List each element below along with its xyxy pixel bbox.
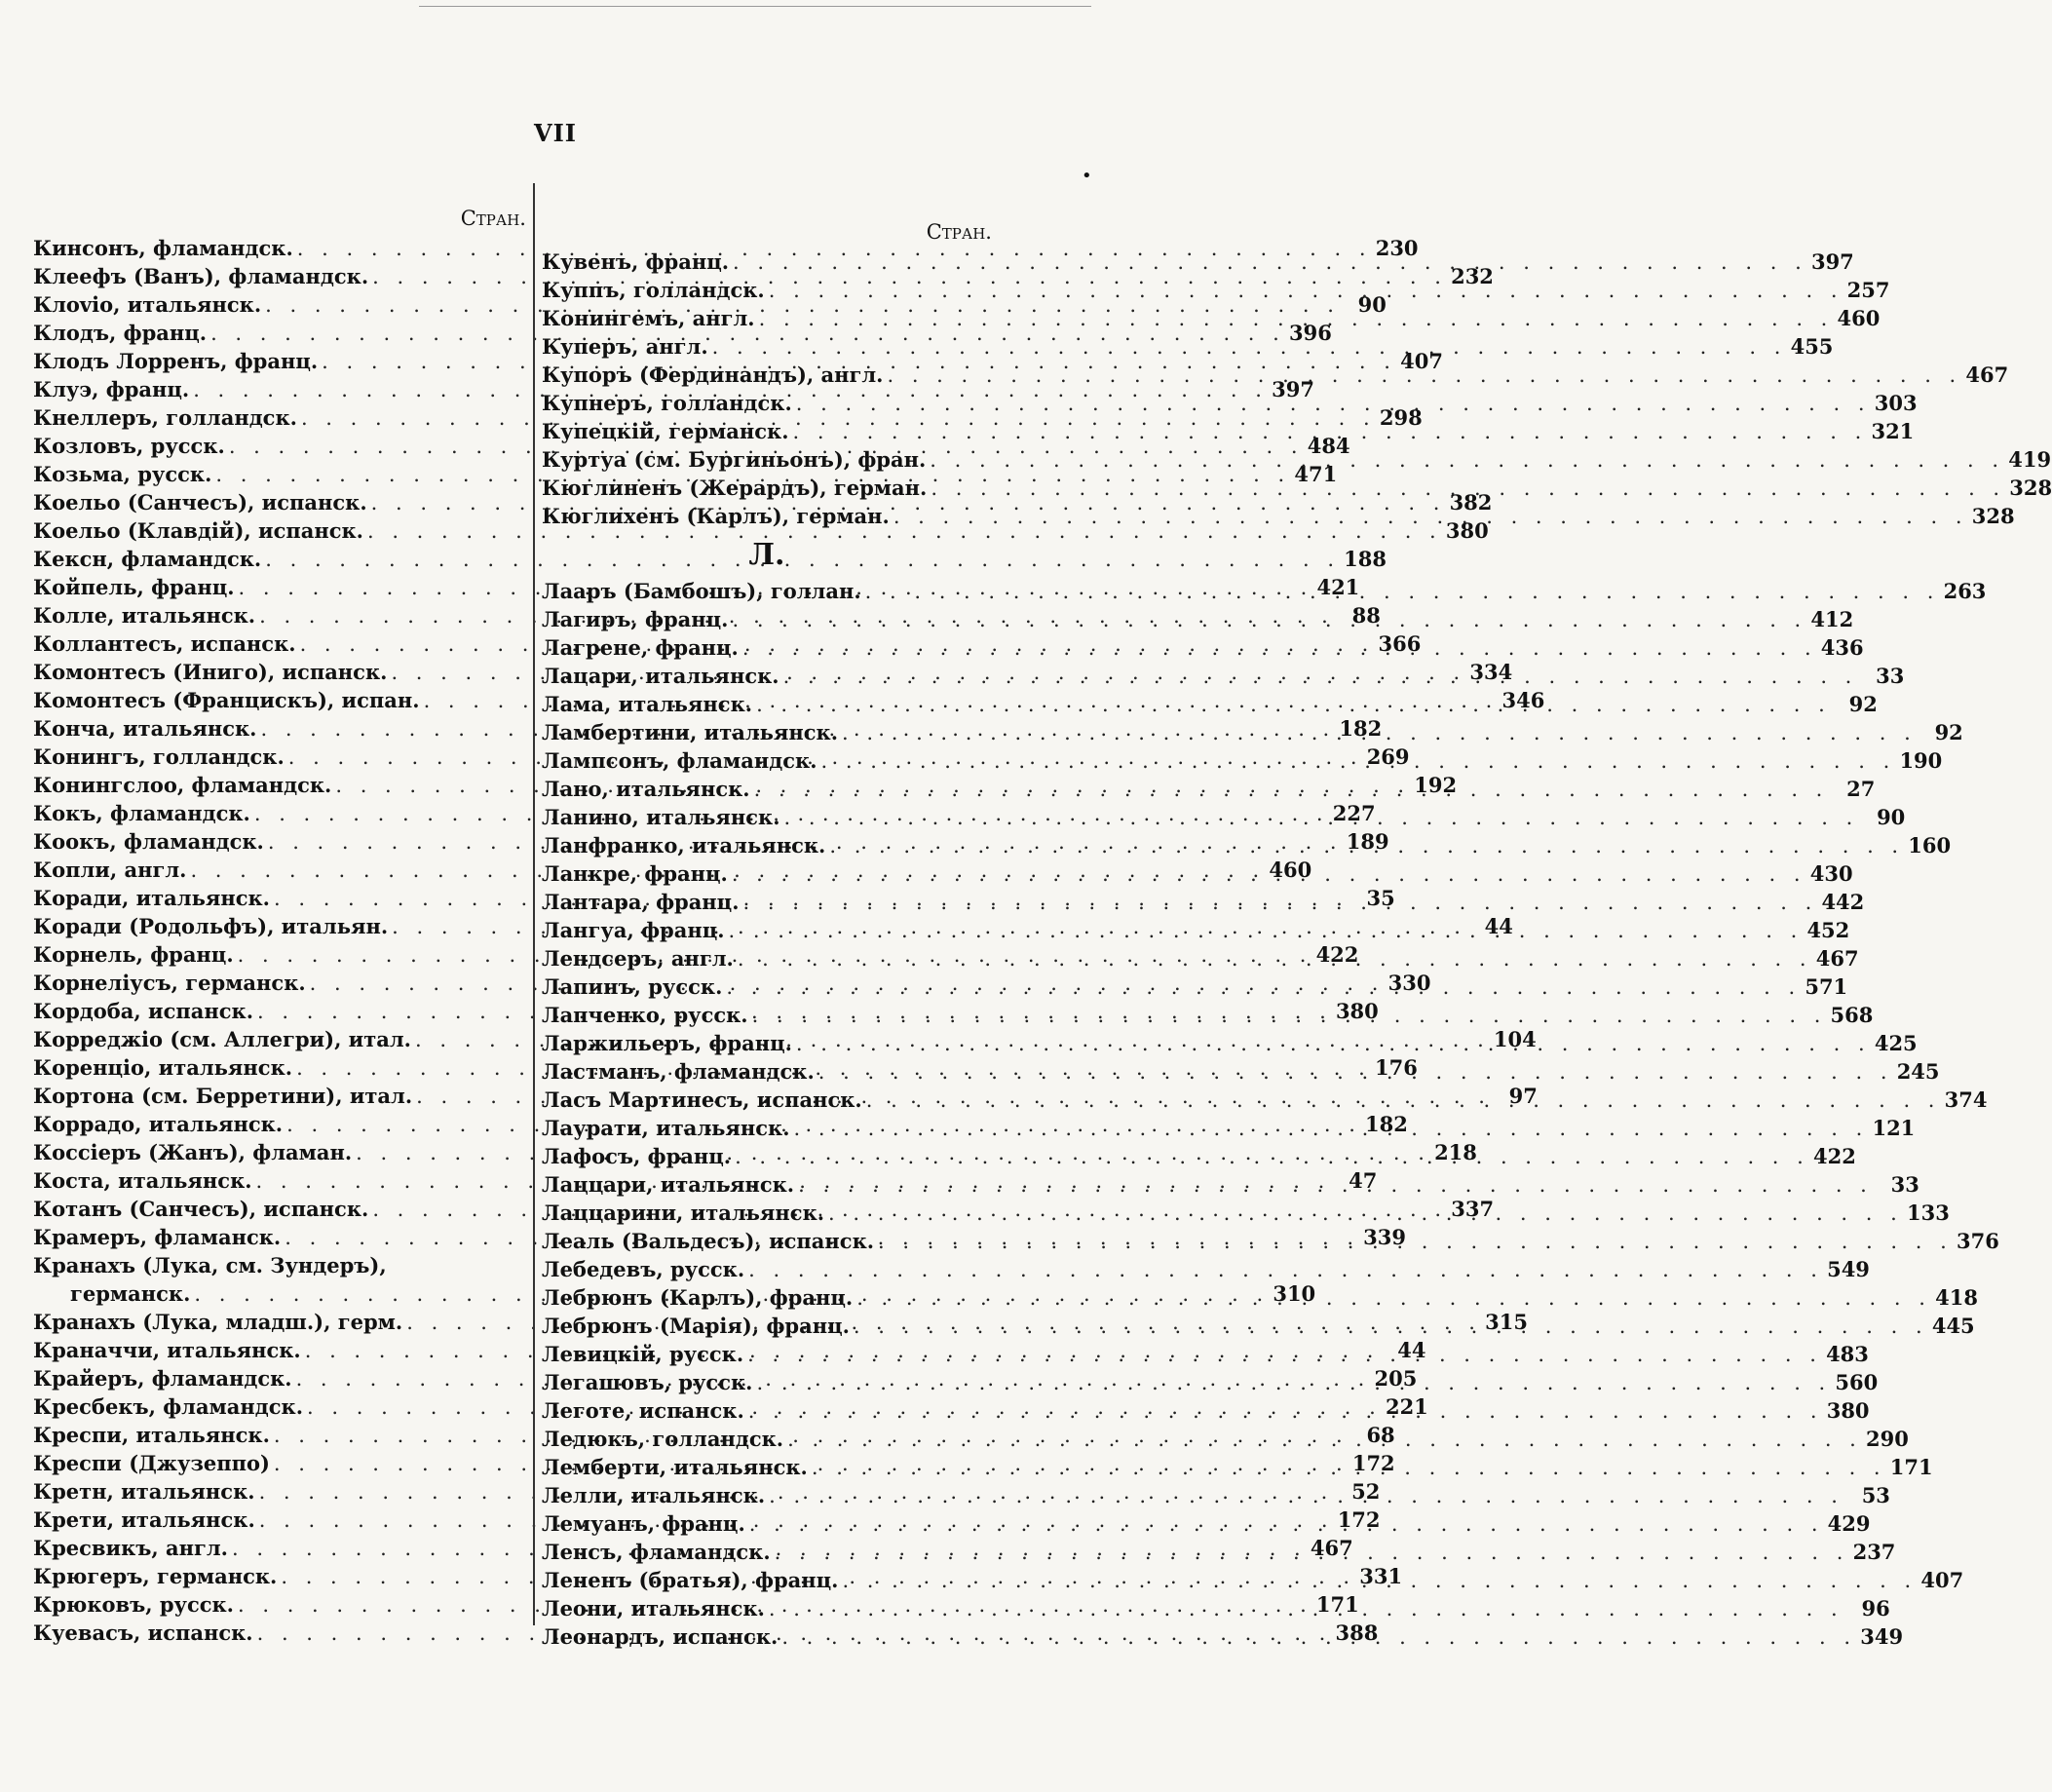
entry-name: Коельо (Клавдій), испанск.: [33, 518, 363, 543]
entry-name: Кокъ, фламандск.: [33, 801, 250, 825]
entry-page: 68: [1366, 1423, 1395, 1447]
entry-name: Лампсонъ, фламандск.: [542, 748, 817, 773]
entry-page: 33: [1890, 1172, 1919, 1197]
entry-name: Леони, итальянск.: [542, 1596, 765, 1620]
dot-leader: [775, 1539, 1849, 1567]
entry-page: 44: [1484, 914, 1513, 938]
entry-page: 245: [1896, 1059, 1940, 1084]
entry-page: 455: [1790, 334, 1834, 359]
entry-page: 121: [1872, 1116, 1916, 1140]
entry-page: 230: [1375, 236, 1419, 260]
entry-page: 90: [1877, 805, 1906, 829]
entry-page: 467: [1965, 362, 2009, 387]
entry-name: Коельо (Санчесъ), испанск.: [33, 490, 367, 515]
entry-page: 549: [1827, 1257, 1870, 1281]
dot-leader: [893, 503, 1968, 531]
entry-name: Лемуанъ, франц.: [542, 1511, 745, 1536]
entry-name: Клеефъ (Ванъ), фламандск.: [33, 264, 369, 288]
dot-leader: [854, 1313, 1928, 1341]
entry-name: Ланкре, франц.: [542, 861, 728, 886]
entry-name: Ледюкъ, голландск.: [542, 1427, 784, 1451]
entry-page: 92: [1934, 720, 1963, 744]
entry-name: Лагрене, франц.: [542, 635, 739, 660]
entry-page: 484: [1307, 434, 1350, 458]
dot-leader: [726, 973, 1801, 1002]
dot-leader: [842, 1567, 1917, 1595]
entry-name: Лаццарини, итальянск.: [542, 1201, 825, 1225]
entry-page: 303: [1874, 391, 1918, 415]
dot-leader: [756, 691, 1831, 719]
entry-page: 47: [1349, 1168, 1378, 1193]
dot-leader: [756, 1369, 1831, 1397]
entry-page: 171: [1315, 1592, 1359, 1617]
entry-page: 227: [1332, 801, 1376, 825]
entry-name: Корнель, франц.: [33, 942, 234, 967]
entry-name: Коради (Родольфъ), итальян.: [33, 914, 389, 938]
entry-page: 192: [1414, 773, 1458, 797]
entry-name: Лапинъ, русск.: [542, 974, 723, 999]
entry-page: 104: [1493, 1027, 1537, 1051]
entry-name: Лендсеръ, англ.: [542, 946, 734, 971]
entry-page: 339: [1363, 1225, 1407, 1249]
entry-page: 205: [1374, 1366, 1418, 1391]
entry-page: 172: [1337, 1507, 1381, 1532]
dot-leader: [749, 1510, 1824, 1539]
entry-name: Крамеръ, фламанск.: [33, 1225, 282, 1249]
entry-name: Лапченко, русск.: [542, 1003, 748, 1027]
entry-page: 436: [1820, 635, 1864, 660]
entry-page: 133: [1906, 1201, 1950, 1225]
dot-leader: [743, 889, 1818, 917]
entry-name: Лебедевъ, русск.: [542, 1257, 745, 1281]
entry-page: 190: [1899, 748, 1943, 773]
dot-leader: [732, 860, 1806, 889]
dot-leader: [783, 663, 1858, 691]
entry-name: Крайеръ, фламандск.: [33, 1366, 292, 1391]
entry-name: Куппъ, голландск.: [542, 278, 765, 302]
entry-page: 33: [1876, 664, 1905, 688]
entry-name: Куртуа (см. Бургиньонъ), фран.: [542, 447, 927, 472]
dot-leader: [769, 1482, 1843, 1510]
entry-name: Ленсъ, фламандск.: [542, 1540, 771, 1564]
entry-page: 328: [1971, 504, 2015, 528]
entry-page: 380: [1445, 518, 1489, 543]
entry-name: Ламбертини, итальянск.: [542, 720, 839, 744]
entry-name: Ларжильеръ, франц.: [542, 1031, 792, 1055]
entry-name: Корнеліусъ, германск.: [33, 971, 306, 995]
entry-page: 52: [1351, 1479, 1381, 1504]
entry-page: 445: [1931, 1314, 1975, 1338]
dot-leader: [769, 1595, 1843, 1623]
entry-page: 467: [1310, 1536, 1353, 1560]
column-divider: [533, 183, 535, 1625]
entry-name: Коокъ, фламандск.: [33, 829, 264, 854]
entry-name: Кюглихенъ (Карлъ), герман.: [542, 504, 890, 528]
entry-name: Купецкій, германск.: [542, 419, 789, 443]
dot-leader: [754, 776, 1829, 804]
entry-name: Коссіеръ (Жанъ), фламан.: [33, 1140, 353, 1164]
entry-page: 90: [1357, 292, 1387, 317]
entry-name: Лааръ (Бамбошъ), голлан.: [542, 579, 861, 603]
entry-name: Лафосъ, франц.: [542, 1144, 732, 1168]
dot-leader: [866, 1087, 1941, 1115]
entry-page: 560: [1835, 1370, 1879, 1394]
entry-page: 337: [1451, 1197, 1495, 1221]
entry-name: Купоръ (Фердинандъ), англ.: [542, 362, 884, 387]
dot-leader: [735, 1143, 1809, 1171]
dot-leader: [781, 1623, 1856, 1652]
dot-leader: [794, 1115, 1869, 1143]
entry-name: Креспи (Джузеппо): [33, 1451, 270, 1475]
entry-page: 188: [1344, 547, 1387, 571]
entry-name: Ланино, итальянск.: [542, 805, 780, 829]
entry-name: германск.: [70, 1281, 191, 1306]
entry-name: Конингслоо, фламандск.: [33, 773, 332, 797]
dot-leader: [829, 832, 1904, 860]
entry-page: 182: [1339, 716, 1383, 741]
entry-page: 429: [1827, 1511, 1871, 1536]
entry-name: Коррадо, итальянск.: [33, 1112, 284, 1136]
entry-page: 172: [1351, 1451, 1395, 1475]
entry-name: Крюковъ, русск.: [33, 1592, 234, 1617]
entry-page: 331: [1359, 1564, 1403, 1588]
dot-leader: [842, 719, 1917, 747]
index-entry: [33, 545, 1387, 573]
entry-page: 321: [1871, 419, 1915, 443]
dot-leader: [747, 1341, 1822, 1369]
dot-leader: [828, 1200, 1903, 1228]
entry-name: Лаурати, итальянск.: [542, 1116, 790, 1140]
dot-leader: [748, 1397, 1823, 1426]
entry-name: Корреджіо (см. Аллегри), итал.: [33, 1027, 411, 1051]
entry-name: Коради, итальянск.: [33, 886, 270, 910]
entry-name: Конча, итальянск.: [33, 716, 257, 741]
entry-name: Лацари, итальянск.: [542, 664, 779, 688]
entry-name: Креспи, итальянск.: [33, 1423, 270, 1447]
dot-leader: [729, 917, 1804, 945]
entry-name: Левицкій, русск.: [542, 1342, 744, 1366]
entry-name: Легашовъ, русск.: [542, 1370, 753, 1394]
entry-name: Кретн, итальянск.: [33, 1479, 255, 1504]
entry-name: Козьма, русск.: [33, 462, 212, 486]
entry-page: 397: [1810, 249, 1854, 274]
entry-name: Кувенъ, франц.: [542, 249, 730, 274]
entry-page: 419: [2008, 447, 2052, 472]
dot-leader: [732, 606, 1806, 634]
entry-name: Кордоба, испанск.: [33, 999, 254, 1023]
entry-name: Лененъ (братья), франц.: [542, 1568, 839, 1592]
entry-name: Лебрюнъ (Марія), франц.: [542, 1314, 850, 1338]
column-header-right: Стран.: [926, 220, 992, 244]
entry-name: Клуэ, франц.: [33, 377, 190, 401]
entry-name: Лагиръ, франц.: [542, 607, 729, 631]
entry-name: Ланфранко, итальянск.: [542, 833, 826, 858]
entry-page: 334: [1469, 660, 1513, 684]
entry-page: 315: [1485, 1310, 1528, 1334]
entry-name: Комонтесъ (Францискъ), испан.: [33, 688, 420, 712]
dot-leader: [769, 277, 1843, 305]
dot-leader: [712, 333, 1787, 362]
entry-page: 460: [1837, 306, 1881, 330]
entry-page: 237: [1852, 1540, 1896, 1564]
entry-name: Колле, итальянск.: [33, 603, 256, 628]
dot-leader: [930, 446, 2004, 475]
entry-name: Комонтесъ (Иниго), испанск.: [33, 660, 388, 684]
index-entry: [33, 1251, 526, 1279]
entry-name: Лебрюнъ (Карлъ), франц.: [542, 1285, 854, 1310]
dot-leader: [759, 305, 1834, 333]
entry-name: Ластманъ, фламандск.: [542, 1059, 815, 1084]
entry-page: 330: [1387, 971, 1431, 995]
entry-page: 407: [1920, 1568, 1964, 1592]
dot-leader: [796, 1030, 1871, 1058]
entry-name: Кинсонъ, фламандск.: [33, 236, 293, 260]
entry-page: 171: [1889, 1455, 1933, 1479]
entry-name: Клovio, итальянск.: [33, 292, 262, 317]
entry-name: Конингемъ, англ.: [542, 306, 755, 330]
entry-page: 471: [1294, 462, 1338, 486]
entry-name: Крюгеръ, германск.: [33, 1564, 278, 1588]
entry-page: 396: [1289, 321, 1332, 345]
entry-name: Коренціо, итальянск.: [33, 1055, 293, 1080]
index-entry: [542, 1255, 1870, 1283]
dot-leader: [821, 747, 1896, 776]
entry-page: 380: [1826, 1398, 1870, 1423]
margin-mark: •: [1082, 166, 1092, 186]
dot-leader: [818, 1058, 1893, 1087]
entry-name: Куевасъ, испанск.: [33, 1620, 253, 1645]
entry-page: 218: [1434, 1140, 1477, 1164]
entry-name: Котанъ (Санчесъ), испанск.: [33, 1197, 369, 1221]
entry-name: Крети, итальянск.: [33, 1507, 255, 1532]
entry-page: 44: [1397, 1338, 1426, 1362]
entry-page: 407: [1400, 349, 1443, 373]
entry-name: Лаццари, итальянск.: [542, 1172, 795, 1197]
entry-name: Кнеллеръ, голландск.: [33, 405, 297, 430]
entry-page: 382: [1449, 490, 1493, 515]
entry-page: 388: [1335, 1620, 1379, 1645]
entry-name: Койпель, франц.: [33, 575, 235, 599]
dot-leader: [887, 362, 1961, 390]
entry-page: 290: [1866, 1427, 1909, 1451]
entry-page: 380: [1335, 999, 1379, 1023]
entry-name: Леаль (Вальдесъ), испанск.: [542, 1229, 875, 1253]
entry-page: 53: [1861, 1483, 1890, 1507]
entry-name: Кранахъ (Лука, см. Зундеръ),: [33, 1253, 387, 1277]
dot-leader: [733, 248, 1807, 277]
entry-page: 430: [1809, 861, 1853, 886]
entry-name: Козловъ, русск.: [33, 434, 225, 458]
entry-name: Лантара, франц.: [542, 890, 740, 914]
page-number: VII: [533, 119, 578, 147]
entry-page: 27: [1846, 777, 1876, 801]
entry-name: Леготе, испанск.: [542, 1398, 744, 1423]
entry-name: Кюглиненъ (Жерардъ), герман.: [542, 476, 928, 500]
entry-page: 483: [1826, 1342, 1869, 1366]
entry-name: Купнеръ, голландск.: [542, 391, 792, 415]
entry-name: Кексн, фламандск.: [33, 547, 262, 571]
entry-name: Лано, итальянск.: [542, 777, 750, 801]
entry-name: Кортона (см. Берретини), итал.: [33, 1084, 413, 1108]
entry-name: Лама, итальянск.: [542, 692, 753, 716]
entry-name: Куперъ, англ.: [542, 334, 708, 359]
dot-leader: [856, 1284, 1931, 1313]
entry-name: Краначчи, итальянск.: [33, 1338, 301, 1362]
entry-name: Лелли, итальянск.: [542, 1483, 766, 1507]
entry-page: 425: [1874, 1031, 1918, 1055]
entry-name: Коста, итальянск.: [33, 1168, 252, 1193]
entry-page: 189: [1346, 829, 1389, 854]
column-header-left: Стран.: [460, 207, 526, 230]
entry-page: 349: [1860, 1624, 1904, 1649]
entry-page: 182: [1365, 1112, 1408, 1136]
entry-name: Лангуа, франц.: [542, 918, 725, 942]
entry-page: 269: [1366, 744, 1410, 769]
entry-page: 176: [1374, 1055, 1418, 1080]
entry-page: 35: [1366, 886, 1395, 910]
section-letter-heading: Л.: [748, 538, 785, 572]
entry-page: 346: [1501, 688, 1545, 712]
entry-name: Копли, англ.: [33, 858, 187, 882]
entry-page: 418: [1935, 1285, 1978, 1310]
dot-leader: [931, 475, 2005, 503]
entry-page: 257: [1846, 278, 1890, 302]
entry-page: 467: [1815, 946, 1859, 971]
entry-name: Клодъ Лорренъ, франц.: [33, 349, 319, 373]
entry-name: Коллантесъ, испанск.: [33, 631, 296, 656]
entry-name: Кранахъ (Лука, младш.), герм.: [33, 1310, 403, 1334]
entry-page: 232: [1451, 264, 1494, 288]
entry-page: 221: [1385, 1394, 1428, 1419]
entry-name: Кресвикъ, англ.: [33, 1536, 228, 1560]
dot-leader: [738, 945, 1812, 973]
entry-page: 366: [1378, 631, 1422, 656]
top-rule: [419, 6, 1091, 7]
entry-page: 460: [1269, 858, 1312, 882]
entry-page: 328: [2009, 476, 2052, 500]
entry-name: Ласъ Мартинесъ, испанск.: [542, 1087, 862, 1112]
entry-name: Клодъ, франц.: [33, 321, 208, 345]
dot-leader: [742, 634, 1817, 663]
dot-leader: [878, 1228, 1953, 1256]
entry-name: Кресбекъ, фламандск.: [33, 1394, 304, 1419]
entry-page: 442: [1821, 890, 1865, 914]
entry-page: 376: [1956, 1229, 1999, 1253]
entry-page: 568: [1830, 1003, 1874, 1027]
entry-name: Лемберти, итальянск.: [542, 1455, 808, 1479]
entry-page: 263: [1943, 579, 1987, 603]
entry-page: 96: [1861, 1596, 1890, 1620]
entry-page: 452: [1806, 918, 1850, 942]
entry-name: Конингъ, голландск.: [33, 744, 285, 769]
entry-name: Леонардъ, испанск.: [542, 1624, 779, 1649]
entry-page: 374: [1944, 1087, 1988, 1112]
entry-page: 412: [1810, 607, 1854, 631]
dot-leader: [748, 1256, 1823, 1284]
dot-leader: [793, 418, 1868, 446]
entry-page: 422: [1315, 942, 1359, 967]
dot-leader: [812, 1454, 1886, 1482]
entry-page: 298: [1379, 405, 1423, 430]
dot-leader: [752, 1002, 1827, 1030]
entry-page: 88: [1351, 603, 1381, 628]
dot-leader: [865, 578, 1940, 606]
entry-page: 310: [1273, 1281, 1316, 1306]
entry-page: 422: [1813, 1144, 1856, 1168]
entry-page: 97: [1508, 1084, 1538, 1108]
entry-page: 421: [1316, 575, 1360, 599]
dot-leader: [784, 804, 1859, 832]
dot-leader: [798, 1171, 1873, 1200]
dot-leader: [787, 1426, 1862, 1454]
dot-leader: [796, 390, 1871, 418]
entry-page: 160: [1908, 833, 1952, 858]
entry-page: 397: [1272, 377, 1314, 401]
entry-page: 571: [1805, 974, 1848, 999]
entry-page: 92: [1848, 692, 1878, 716]
